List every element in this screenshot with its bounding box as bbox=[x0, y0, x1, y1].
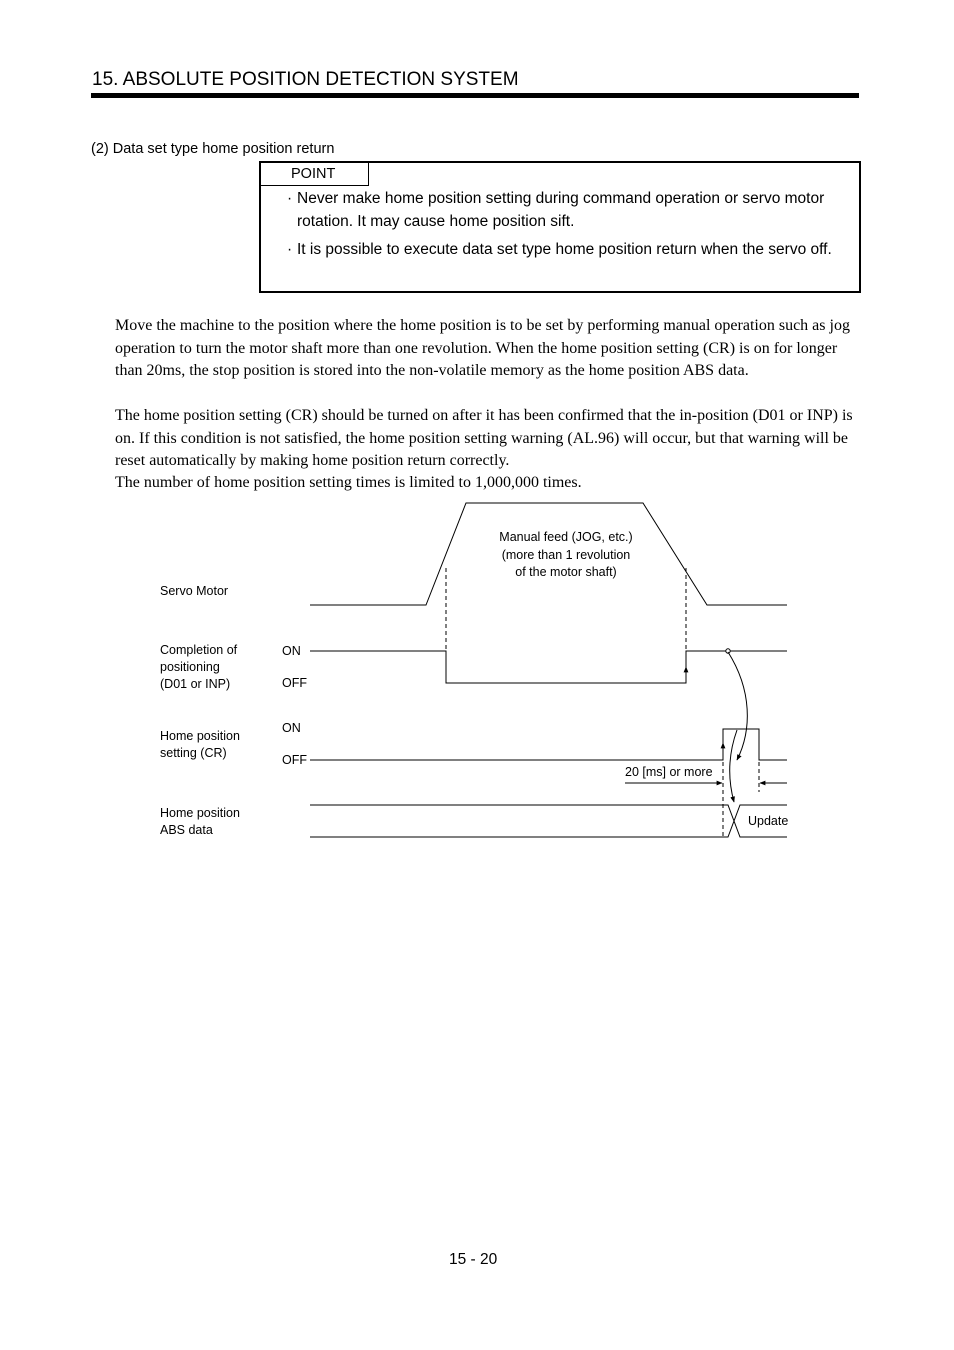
section-heading: (2) Data set type home position return bbox=[91, 141, 335, 157]
servo-motor-label: Servo Motor bbox=[160, 584, 229, 598]
home-setting-label: setting (CR) bbox=[160, 746, 227, 760]
chapter-title: 15. ABSOLUTE POSITION DETECTION SYSTEM bbox=[92, 69, 519, 90]
bullet: · bbox=[287, 190, 293, 207]
point-item-text: Never make home position setting during command operation or servo motor rotation. It may cause home position sift. bbox=[297, 190, 825, 230]
manual-feed-label: of the motor shaft) bbox=[515, 565, 617, 579]
completion-label: positioning bbox=[160, 660, 220, 674]
update-label: Update bbox=[748, 814, 789, 828]
abs-data-waveform bbox=[310, 805, 787, 837]
on-label: ON bbox=[282, 644, 301, 658]
duration-label: 20 [ms] or more bbox=[625, 765, 713, 779]
body-paragraph: The home position setting (CR) should be turned on after it has been confirmed that the in-position (D01 or INP) is on. If this condition is not satisfied, the home position setting warning (AL.96) will occur, but that warning will be reset automatically by making home position return correctly. bbox=[115, 407, 853, 469]
completion-label: Completion of bbox=[160, 643, 238, 657]
home-setting-waveform bbox=[310, 729, 787, 760]
point-label: POINT bbox=[291, 166, 336, 182]
cause-arrow bbox=[728, 652, 747, 760]
home-setting-label: Home position bbox=[160, 729, 240, 743]
manual-feed-label: Manual feed (JOG, etc.) bbox=[499, 530, 633, 544]
completion-waveform bbox=[310, 651, 787, 683]
abs-data-waveform bbox=[310, 805, 787, 837]
off-label: OFF bbox=[282, 676, 307, 690]
abs-data-label: Home position bbox=[160, 806, 240, 820]
bullet: · bbox=[287, 241, 293, 258]
point-item-text: It is possible to execute data set type home position return when the servo off. bbox=[297, 241, 832, 258]
completion-label: (D01 or INP) bbox=[160, 677, 231, 691]
on-label: ON bbox=[282, 721, 301, 735]
off-label: OFF bbox=[282, 753, 307, 767]
body-paragraph: Move the machine to the position where the home position is to be set by performing manual operation such as jog operation to turn the motor shaft more than one revolution. When the home position setting (CR) is on for longer than 20ms, the stop position is stored into the non-volatile memory as the home position ABS data. bbox=[115, 317, 850, 379]
cause-arrow bbox=[730, 730, 737, 802]
page-number: 15 - 20 bbox=[449, 1251, 498, 1268]
abs-data-label: ABS data bbox=[160, 823, 213, 837]
manual-feed-label: (more than 1 revolution bbox=[501, 548, 631, 562]
body-paragraph: The number of home position setting times is limited to 1,000,000 times. bbox=[115, 474, 582, 491]
